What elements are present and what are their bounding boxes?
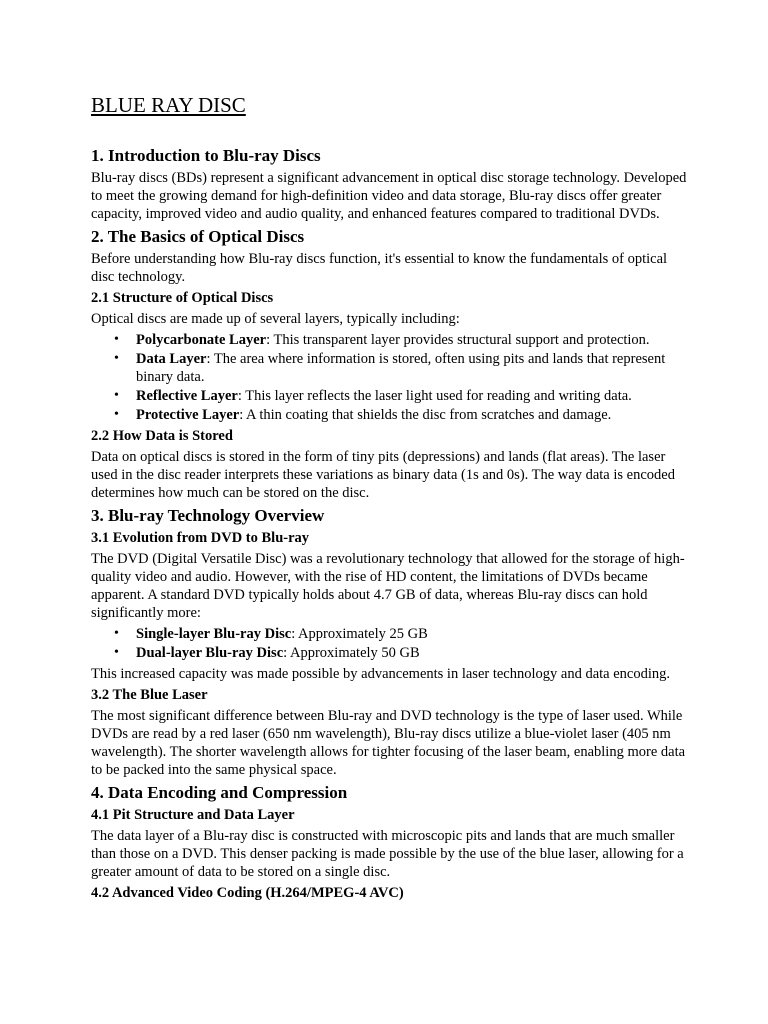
list-item-term: Data Layer	[136, 351, 207, 367]
list-item	[136, 350, 688, 386]
section-2-1-heading: 2.1 Structure of Optical Discs	[91, 290, 274, 306]
list-item-term: Single-layer Blu-ray Disc	[136, 626, 292, 642]
list-item-text: : A thin coating that shields the disc from scratches and damage.	[239, 407, 612, 423]
section-3-1-heading: 3.1 Evolution from DVD to Blu-ray	[91, 530, 310, 546]
list-item-term: Dual-layer Blu-ray Disc	[136, 645, 284, 661]
section-4-1-paragraph: The data layer of a Blu-ray disc is constructed with microscopic pits and lands that are much smaller than those on a DVD. This denser packing is made possible by the use of the blue laser, allowing for a greater amount of data to be stored on a single disc.	[91, 828, 684, 880]
list-item	[136, 644, 688, 662]
list-item-term: Reflective Layer	[136, 388, 238, 404]
section-3-1-paragraph: The DVD (Digital Versatile Disc) was a revolutionary technology that allowed for the storage of high-quality video and audio. However, with the rise of HD content, the limitations of DVDs became apparent. A standard DVD typically holds about 4.7 GB of data, whereas Blu-ray discs can hold significantly more:	[91, 551, 685, 621]
section-2-paragraph: Before understanding how Blu-ray discs function, it's essential to know the fundamentals of optical disc technology.	[91, 251, 668, 285]
list-item	[136, 406, 688, 424]
section-4-heading: 4. Data Encoding and Compression	[91, 783, 348, 802]
section-3-2-heading: 3.2 The Blue Laser	[91, 687, 208, 703]
list-item-term: Polycarbonate Layer	[136, 332, 267, 348]
section-1-paragraph: Blu-ray discs (BDs) represent a significant advancement in optical disc storage technology. Developed to meet the growing demand for high-definition video and data storage, Blu-ray discs offer greater capacity, improved video and audio quality, and enhanced features compared to traditional DVDs.	[91, 170, 687, 222]
list-item	[136, 625, 688, 643]
section-3-1-paragraph-2: This increased capacity was made possible by advancements in laser technology and data encoding.	[91, 666, 670, 682]
list-item-text: : Approximately 50 GB	[283, 645, 420, 661]
list-item-text: : Approximately 25 GB	[291, 626, 428, 642]
list-item	[136, 331, 688, 349]
section-3-heading: 3. Blu-ray Technology Overview	[91, 506, 325, 525]
section-2-heading: 2. The Basics of Optical Discs	[91, 227, 305, 246]
section-2-2-heading: 2.2 How Data is Stored	[91, 428, 233, 444]
list-item-text: : The area where information is stored, often using pits and lands that represent binary data.	[136, 351, 666, 385]
document-title: BLUE RAY DISC	[91, 93, 246, 117]
list-item-term: Protective Layer	[136, 407, 240, 423]
layer-list	[91, 331, 688, 424]
section-4-2-heading: 4.2 Advanced Video Coding (H.264/MPEG-4 AVC)	[91, 885, 404, 901]
capacity-list	[91, 625, 688, 662]
section-3-2-paragraph: The most significant difference between Blu-ray and DVD technology is the type of laser used. While DVDs are read by a red laser (650 nm wavelength), Blu-ray discs utilize a blue-violet laser (405 nm wavelength). The shorter wavelength allows for tighter focusing of the laser beam, enabling more data to be packed into the same physical space.	[91, 708, 686, 778]
list-item-text: : This transparent layer provides structural support and protection.	[266, 332, 650, 348]
section-2-1-paragraph: Optical discs are made up of several layers, typically including:	[91, 311, 460, 327]
section-2-2-paragraph: Data on optical discs is stored in the form of tiny pits (depressions) and lands (flat areas). The laser used in the disc reader interprets these variations as binary data (1s and 0s). The way data is encoded determines how much can be stored on the disc.	[91, 449, 675, 501]
section-1-heading: 1. Introduction to Blu-ray Discs	[91, 146, 321, 165]
section-4-1-heading: 4.1 Pit Structure and Data Layer	[91, 807, 295, 823]
list-item	[136, 387, 688, 405]
list-item-text: : This layer reflects the laser light used for reading and writing data.	[237, 388, 632, 404]
